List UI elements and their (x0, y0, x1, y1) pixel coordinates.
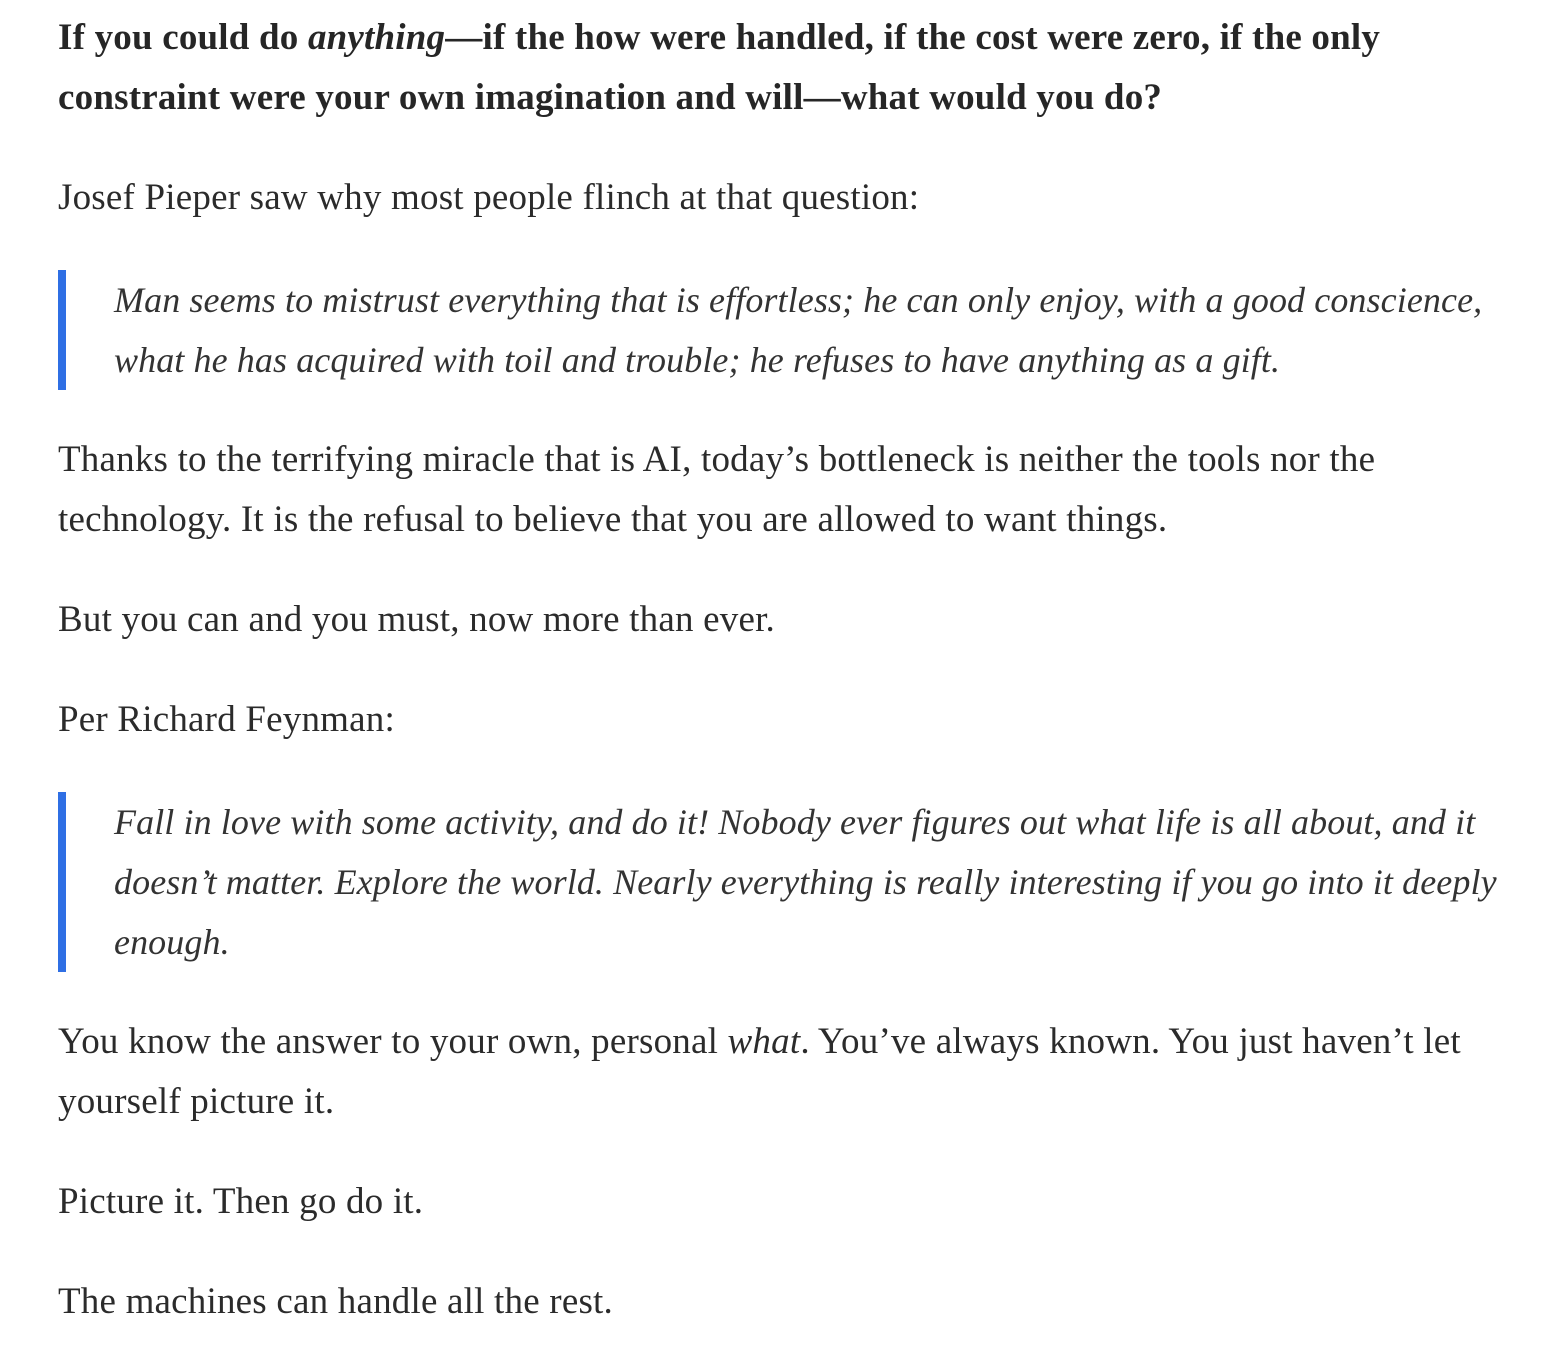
lead-part-2: —if the how were handled, if the cost were zero, if the only constraint were your own imagination and will—what would you do? (58, 17, 1381, 118)
but-paragraph: But you can and you must, now more than ever. (58, 599, 776, 640)
lead-question (58, 0, 1528, 128)
lead-emphasis: anything (307, 17, 446, 58)
pieper-quote-text: Man seems to mistrust everything that is effortless; he can only enjoy, with a good conscience, what he has acquired with toil and trouble; he refuses to have anything as a gift. (114, 280, 1483, 380)
pieper-intro: Josef Pieper saw why most people flinch at that question: (58, 177, 920, 218)
answer-part-2: . You’ve always known. You just haven’t let yourself picture it. (58, 1021, 1461, 1122)
feynman-quote-text: Fall in love with some activity, and do it! Nobody ever figures out what life is all about, and it doesn’t matter. Explore the world. Nearly everything is really interesting if you go into it deeply enough. (114, 802, 1497, 962)
closing-paragraph: The machines can handle all the rest. (58, 1281, 613, 1322)
feynman-blockquote (58, 792, 1528, 972)
feynman-intro: Per Richard Feynman: (58, 699, 395, 740)
answer-emphasis: what (727, 1021, 801, 1062)
article-body (58, 0, 1528, 1332)
answer-paragraph (58, 1012, 1528, 1132)
answer-part-1: You know the answer to your own, personal (58, 1021, 728, 1062)
pieper-blockquote (58, 270, 1528, 390)
picture-paragraph: Picture it. Then go do it. (58, 1181, 424, 1222)
ai-paragraph: Thanks to the terrifying miracle that is AI, today’s bottleneck is neither the tools nor the technology. It is the refusal to believe that you are allowed to want things. (58, 439, 1376, 540)
lead-part-1: If you could do (58, 17, 308, 58)
